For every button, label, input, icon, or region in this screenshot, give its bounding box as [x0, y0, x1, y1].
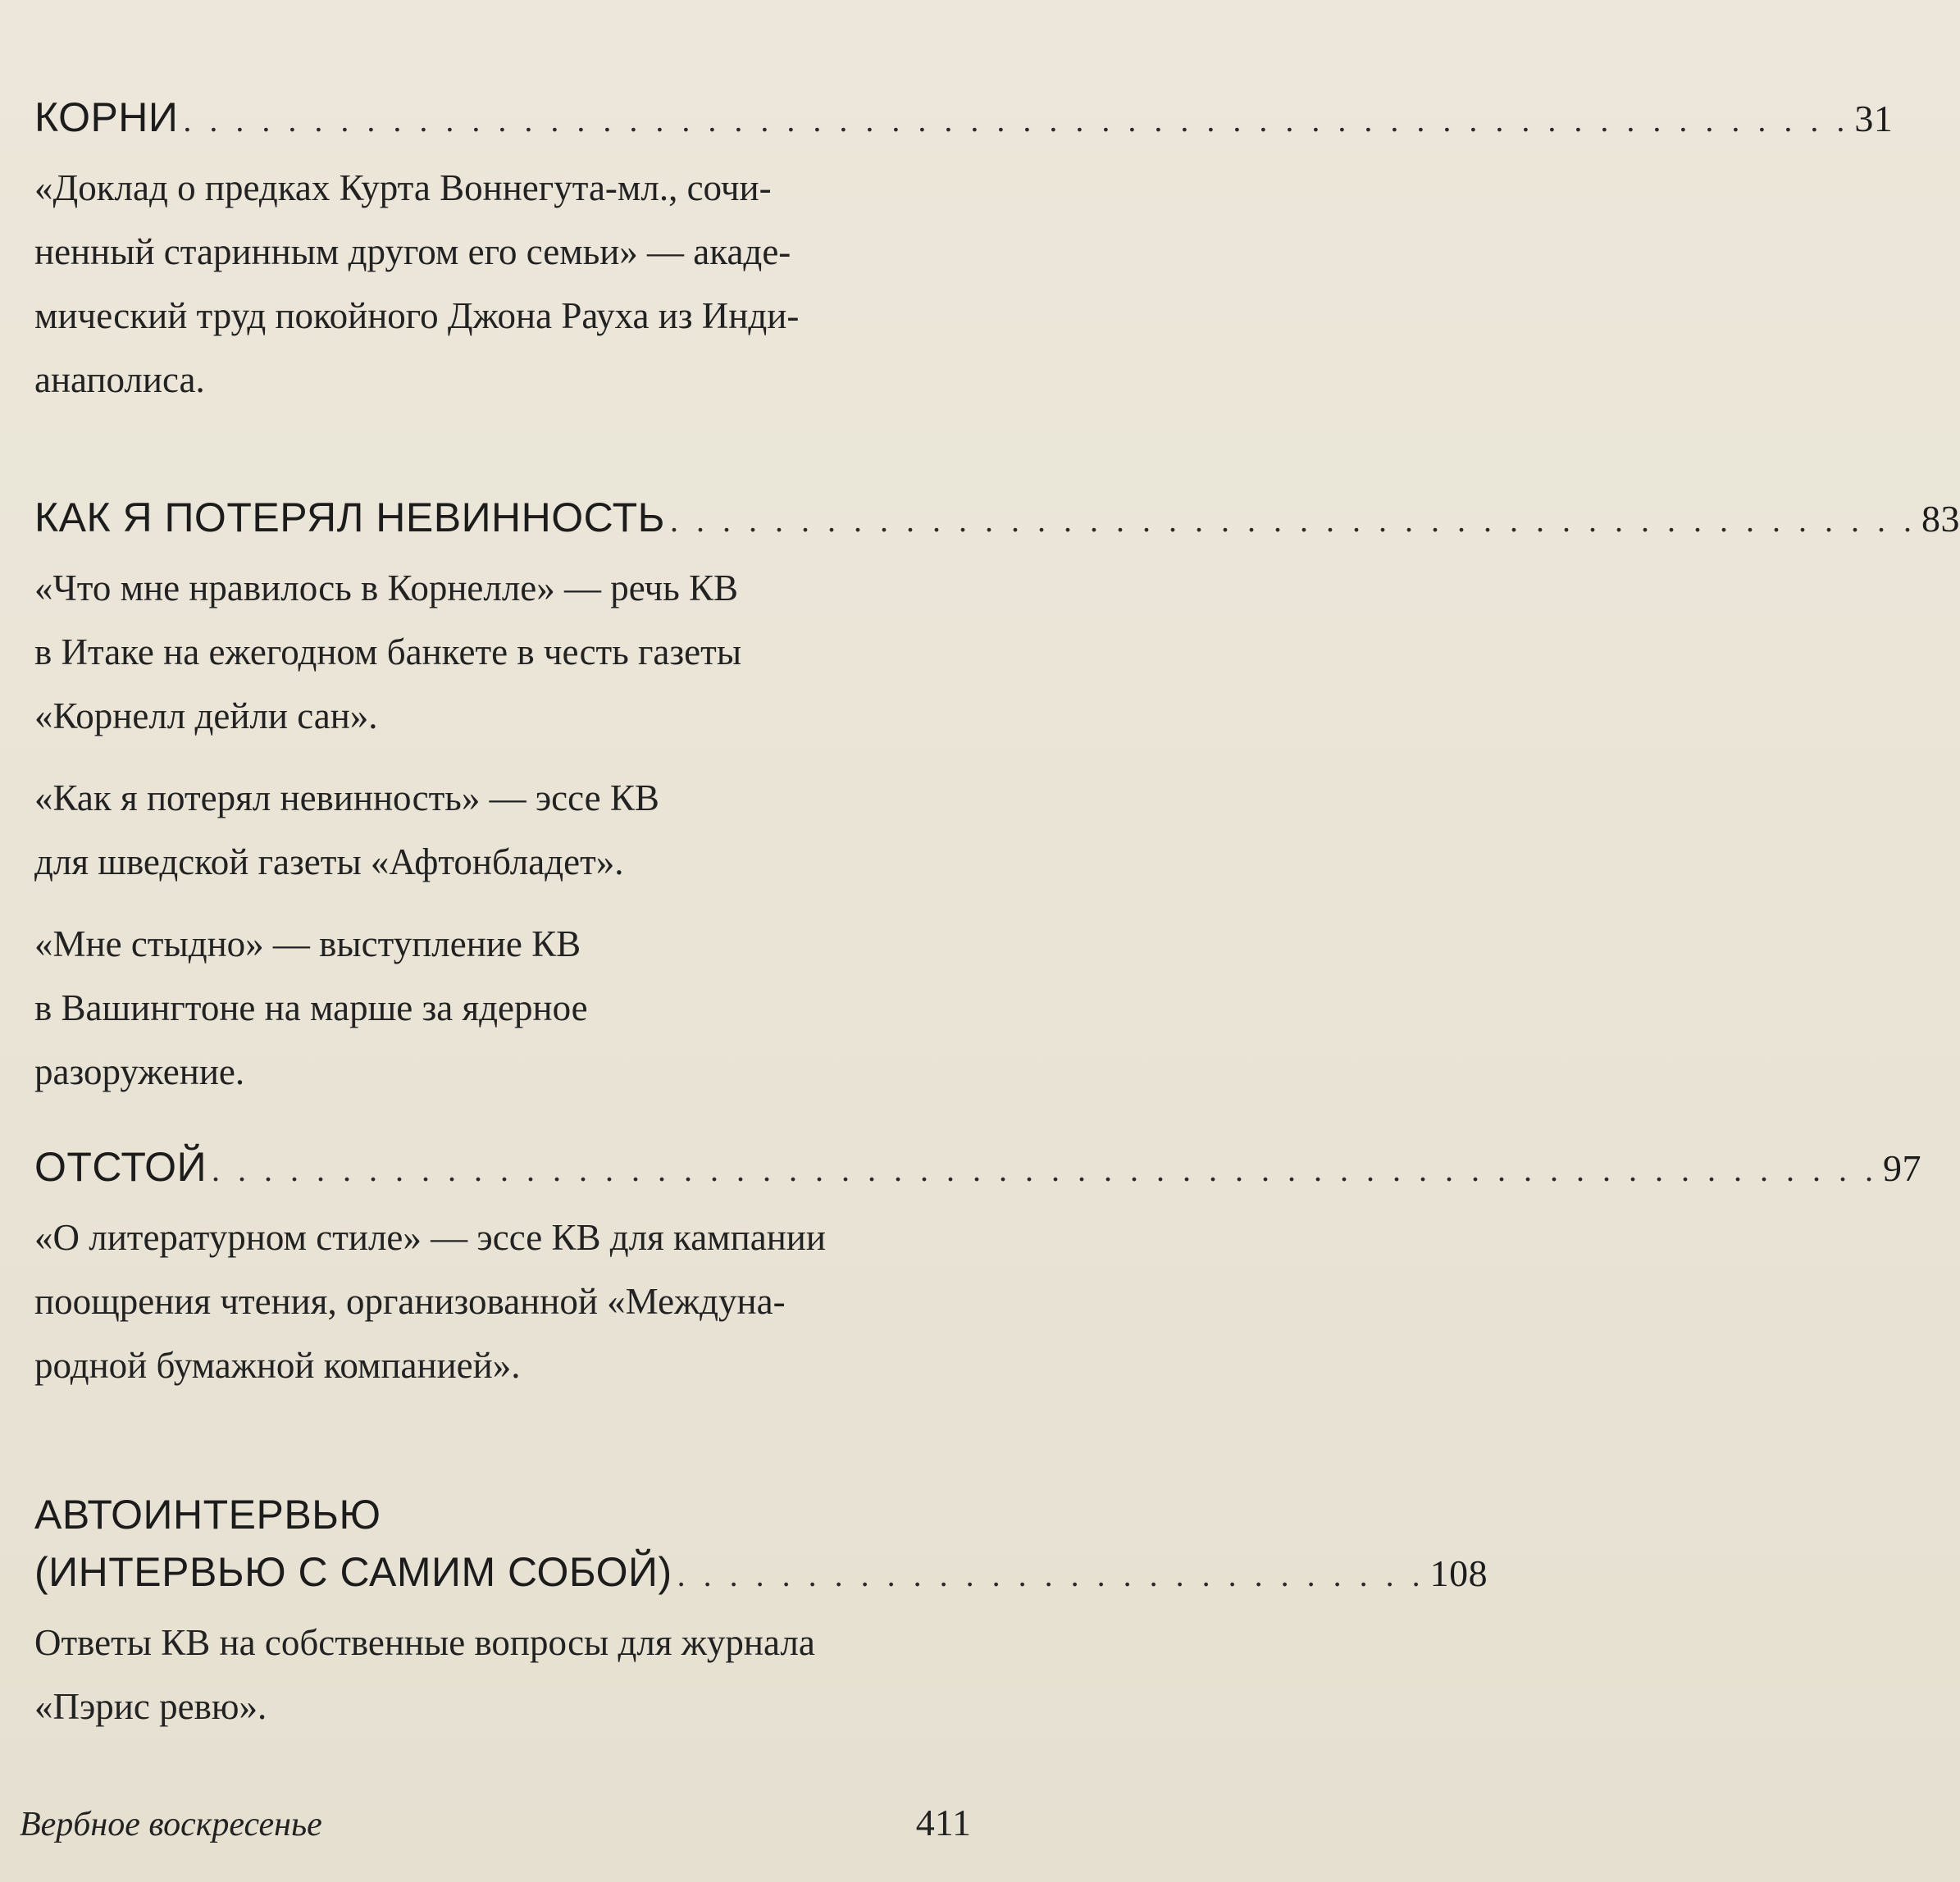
text-line: родной бумажной компанией».	[34, 1345, 521, 1386]
description-paragraph	[34, 1205, 969, 1397]
leader-dots: . . . . . . . . . . . . . . . . . . . . . . . . . . . . .	[677, 1556, 1425, 1593]
text-line: в Итаке на ежегодном банкете в честь газеты	[34, 631, 742, 672]
text-line: ненный старинным другом его семьи» — акаде-	[34, 231, 791, 272]
text-line: «Корнелл дейли сан».	[34, 695, 378, 736]
toc-entry-nevinnost	[34, 489, 1960, 1104]
toc-heading-line1: АВТОИНТЕРВЬЮ	[34, 1492, 381, 1538]
toc-page-number: 108	[1429, 1552, 1488, 1594]
toc-heading: (ИНТЕРВЬЮ С САМИМ СОБОЙ)	[34, 1549, 672, 1595]
description-paragraph	[34, 156, 969, 412]
footer-page-number: 411	[915, 1802, 971, 1843]
toc-description	[34, 156, 969, 412]
toc-heading: КАК Я ПОТЕРЯЛ НЕВИННОСТЬ	[34, 494, 665, 540]
description-paragraph	[34, 1611, 969, 1738]
text-line: «Как я потерял невинность» — эссе КВ	[34, 777, 659, 818]
running-footer-title: Вербное воскресенье	[20, 1806, 322, 1843]
description-paragraph	[34, 766, 969, 894]
leader-dots: . . . . . . . . . . . . . . . . . . . . . . . . . . . . . . . . . . . . . . . . . . . . . . . . . . . . . . . . . . . . . . . .	[183, 102, 1850, 139]
text-line: «О литературном стиле» — эссе КВ для кампании	[34, 1217, 826, 1258]
toc-page-number: 83	[1921, 498, 1960, 540]
text-line: поощрения чтения, организованной «Междуна-	[34, 1281, 786, 1322]
description-paragraph	[34, 556, 969, 748]
text-line: «Пэрис ревю».	[34, 1686, 267, 1727]
toc-heading: КОРНИ	[34, 94, 179, 140]
text-line: разоружение.	[34, 1051, 245, 1092]
toc-heading-row	[34, 489, 1960, 549]
text-line: для шведской газеты «Афтонбладет».	[34, 841, 624, 882]
toc-page-number: 31	[1854, 98, 1894, 139]
toc-heading-row	[34, 89, 1894, 149]
text-line: Ответы КВ на собственные вопросы для журнала	[34, 1622, 815, 1663]
toc-entry-otstoy	[34, 1138, 1922, 1397]
toc-heading-row	[34, 1543, 1488, 1604]
text-line: анаполиса.	[34, 359, 205, 400]
text-line: «Что мне нравилось в Корнелле» — речь КВ	[34, 567, 739, 608]
toc-heading-row	[34, 1138, 1922, 1199]
leader-dots: . . . . . . . . . . . . . . . . . . . . . . . . . . . . . . . . . . . . . . . . . . . . . . . .	[669, 502, 1917, 539]
toc-entry-korni	[34, 89, 1894, 412]
text-line: «Доклад о предках Курта Воннегута-мл., сочи-	[34, 167, 772, 208]
toc-description	[34, 556, 969, 1104]
description-paragraph	[34, 912, 969, 1104]
leader-dots: . . . . . . . . . . . . . . . . . . . . . . . . . . . . . . . . . . . . . . . . . . . . . . . . . . . . . . . . . . . . . . . .	[212, 1151, 1879, 1188]
toc-heading: ОТСТОЙ	[34, 1144, 207, 1190]
toc-description	[34, 1205, 969, 1397]
toc-page-number: 97	[1883, 1147, 1922, 1189]
toc-description	[34, 1611, 969, 1738]
text-line: мический труд покойного Джона Рауха из Инди-	[34, 295, 800, 336]
toc-entry-avtointervyu	[34, 1486, 1488, 1738]
text-line: «Мне стыдно» — выступление КВ	[34, 923, 581, 964]
text-line: в Вашингтоне на марше за ядерное	[34, 987, 588, 1028]
page-footer	[20, 1801, 971, 1844]
